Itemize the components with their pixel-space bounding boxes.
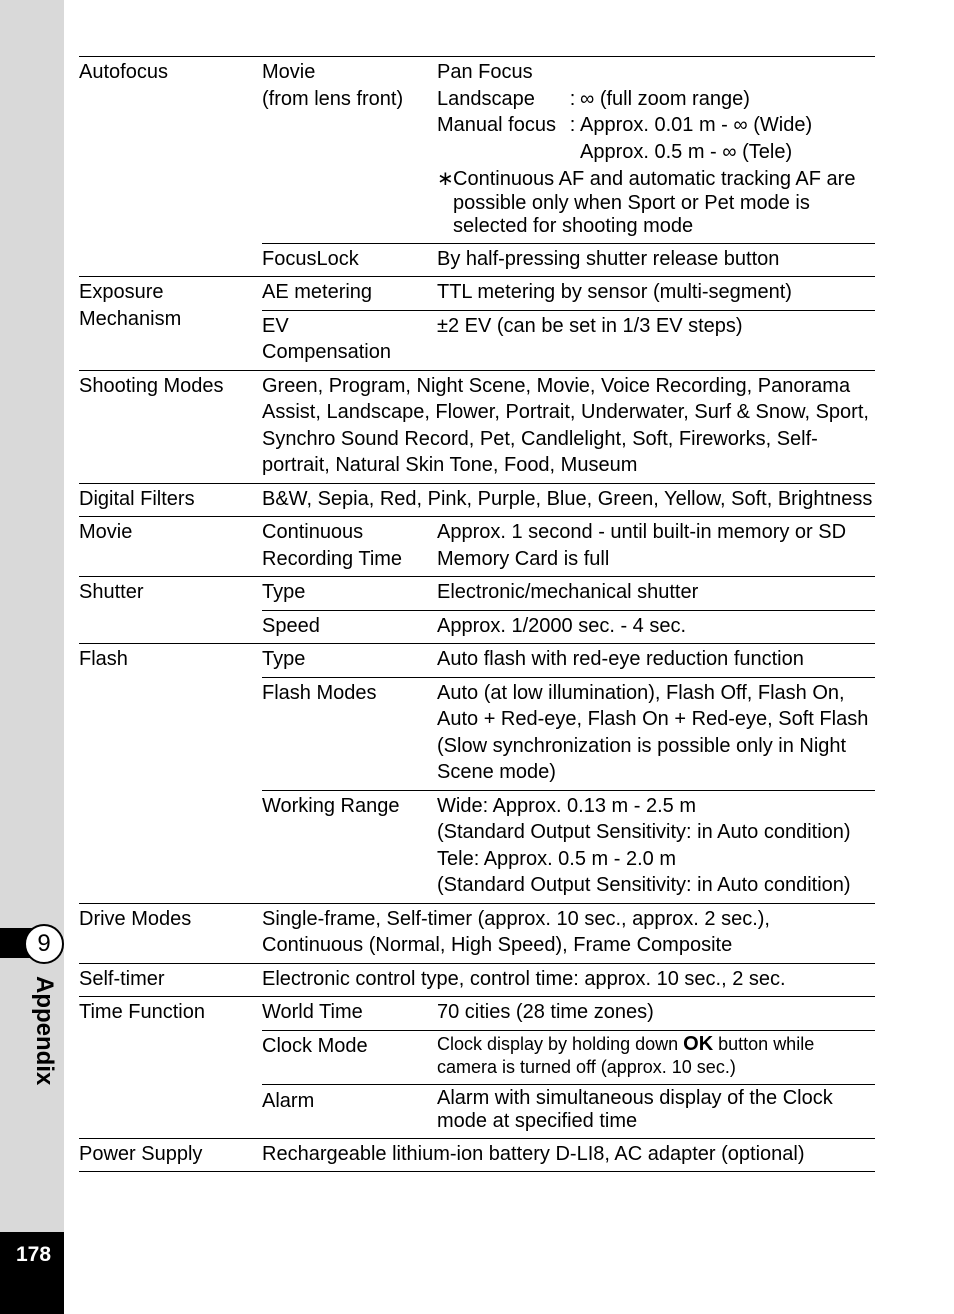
chapter-number: 9 bbox=[24, 924, 64, 964]
sub-value: Auto flash with red-eye reduction function bbox=[437, 648, 804, 670]
sub-value: TTL metering by sensor (multi-segment) bbox=[437, 281, 792, 303]
clock-text-pre: Clock display by holding down bbox=[437, 1033, 684, 1054]
sub-value: Auto (at low illumination), Flash Off, Flash On, Auto + Red-eye, Flash On + Red-eye, Soft Flash (Slow synchronization is possible only in Night Scene mode) bbox=[437, 681, 869, 783]
manual-val-2: Approx. 0.5 m - ∞ (Tele) bbox=[580, 140, 793, 163]
sub-row bbox=[262, 577, 875, 610]
sub-label: Speed bbox=[262, 614, 320, 637]
row-value: Rechargeable lithium-ion battery D-LI8, AC adapter (optional) bbox=[262, 1142, 805, 1165]
table-row bbox=[79, 516, 875, 576]
sub-value: By half-pressing shutter release button bbox=[437, 247, 780, 270]
table-row bbox=[79, 643, 875, 903]
table-row bbox=[79, 370, 875, 483]
sub-row bbox=[262, 1030, 875, 1084]
landscape-val: ∞ (full zoom range) bbox=[580, 87, 750, 110]
sub-row bbox=[262, 997, 875, 1030]
note-text: Continuous AF and automatic tracking AF are possible only when Sport or Pet mode is selected for shooting mode bbox=[453, 168, 856, 237]
sub-row bbox=[262, 517, 875, 576]
table-row bbox=[79, 483, 875, 517]
sub-label: Type bbox=[262, 648, 306, 670]
sub-value: 70 cities (28 time zones) bbox=[437, 1001, 654, 1023]
table-row bbox=[79, 963, 875, 997]
row-label: Shooting Modes bbox=[79, 374, 224, 397]
row-value: B&W, Sepia, Red, Pink, Purple, Blue, Green, Yellow, Soft, Brightness bbox=[262, 487, 873, 510]
table-row bbox=[79, 903, 875, 963]
sub-row bbox=[262, 677, 875, 790]
manual-val-1: Approx. 0.01 m - ∞ (Wide) bbox=[580, 114, 813, 136]
sub-label: AE metering bbox=[262, 281, 373, 303]
row-label: Autofocus bbox=[79, 61, 168, 83]
row-value: Single-frame, Self-timer (approx. 10 sec., approx. 2 sec.), Continuous (Normal, High Speed), Frame Composite bbox=[262, 907, 770, 956]
sub-label: Flash Modes bbox=[262, 681, 377, 704]
colon: : bbox=[569, 114, 576, 136]
sub-row bbox=[262, 1084, 875, 1138]
row-label: Power Supply bbox=[79, 1142, 203, 1165]
sub-label: World Time bbox=[262, 1001, 363, 1023]
sub-label: Alarm bbox=[262, 1089, 315, 1112]
row-label: Self-timer bbox=[79, 967, 165, 990]
sub-row bbox=[262, 277, 875, 310]
row-value: Electronic control type, control time: approx. 10 sec., 2 sec. bbox=[262, 967, 786, 990]
pan-focus: Pan Focus bbox=[437, 61, 533, 83]
sub-value: Alarm with simultaneous display of the Clock mode at specified time bbox=[437, 1086, 833, 1132]
row-value: Green, Program, Night Scene, Movie, Voice Recording, Panorama Assist, Landscape, Flower, Portrait, Underwater, Surf & Snow, Sport, Synchro Sound Record, Pet, Candlelight, Soft, Fireworks, Self-portrait, Natural Skin Tone, Food, Museum bbox=[262, 374, 869, 476]
table-row bbox=[79, 56, 875, 276]
row-label: Shutter bbox=[79, 581, 144, 603]
landscape-key: Landscape bbox=[437, 87, 535, 110]
sub-value: Wide: Approx. 0.13 m - 2.5 m (Standard Output Sensitivity: in Auto condition) Tele: Approx. 0.5 m - 2.0 m (Standard Output Sensitivity: in Auto condition) bbox=[437, 794, 851, 896]
sub-row bbox=[262, 310, 875, 370]
sub-row bbox=[262, 610, 875, 644]
sub-label: Clock Mode bbox=[262, 1034, 368, 1057]
row-label: Drive Modes bbox=[79, 907, 192, 930]
note-mark: ∗ bbox=[437, 168, 454, 190]
ok-button-icon: OK bbox=[683, 1032, 714, 1055]
sub-label: Type bbox=[262, 581, 306, 603]
sub-label: Movie (from lens front) bbox=[262, 61, 404, 110]
row-label: Movie bbox=[79, 521, 133, 543]
row-label: Digital Filters bbox=[79, 487, 195, 510]
colon: : bbox=[569, 87, 576, 110]
table-row bbox=[79, 576, 875, 643]
sub-value: Approx. 1 second - until built-in memory or SD Memory Card is full bbox=[437, 521, 847, 570]
clock-text-post: button while camera is turned off (approx. 10 sec.) bbox=[437, 1033, 815, 1077]
table-row bbox=[79, 996, 875, 1138]
sidebar bbox=[0, 0, 64, 1314]
page-number: 178 bbox=[16, 1243, 52, 1266]
sub-row bbox=[262, 644, 875, 677]
sub-row bbox=[262, 790, 875, 903]
spec-table bbox=[79, 56, 875, 1172]
table-row bbox=[79, 1138, 875, 1173]
sub-label: EV Compensation bbox=[262, 314, 391, 363]
row-label: Flash bbox=[79, 648, 128, 670]
sub-label: Continuous Recording Time bbox=[262, 521, 403, 570]
row-label: Time Function bbox=[79, 1001, 205, 1023]
sub-value: ±2 EV (can be set in 1/3 EV steps) bbox=[437, 314, 743, 337]
sub-value bbox=[437, 1033, 875, 1080]
sub-row bbox=[262, 57, 875, 243]
sub-label: FocusLock bbox=[262, 247, 359, 270]
manual-key: Manual focus bbox=[437, 114, 556, 136]
table-row bbox=[79, 276, 875, 370]
sub-value: Electronic/mechanical shutter bbox=[437, 581, 699, 603]
sub-value: Approx. 1/2000 sec. - 4 sec. bbox=[437, 614, 687, 637]
chapter-title: Appendix bbox=[31, 976, 58, 1086]
sub-label: Working Range bbox=[262, 794, 400, 817]
sub-row bbox=[262, 243, 875, 277]
row-label: Exposure Mechanism bbox=[79, 281, 182, 330]
